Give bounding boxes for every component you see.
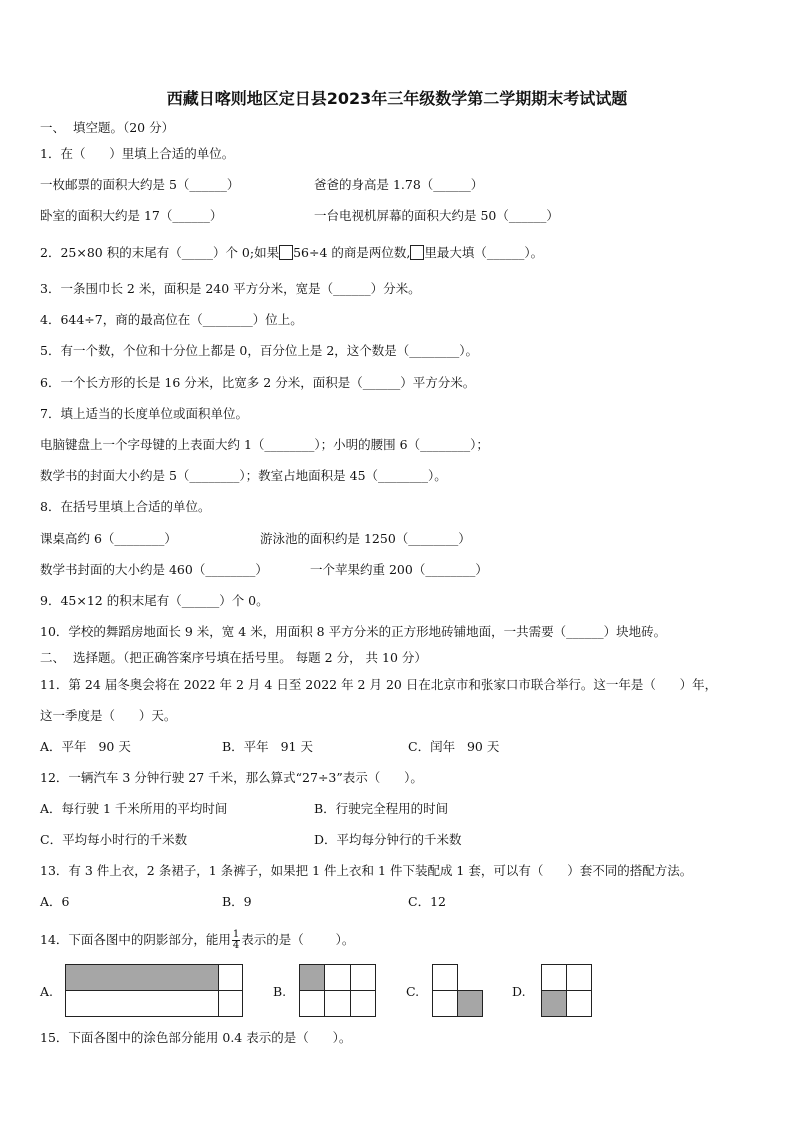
q7-line-1: 电脑键盘上一个字母键的上表面大约 1（________）；小明的腰围 6（________）； <box>40 437 489 452</box>
q14-fraction-numerator: 1 <box>232 929 240 940</box>
q14-figure-b[interactable] <box>299 964 377 1018</box>
q10: 10．学校的舞蹈房地面长 9 米，宽 4 米，用面积 8 平方分米的正方形地砖铺地面，一共需要（______）块地砖。 <box>40 624 667 639</box>
q14-figure-c-shaded-cell <box>458 991 483 1017</box>
q2 <box>40 245 543 261</box>
q14-stem-post: 表示的是（ ）。 <box>241 932 355 947</box>
q12-option-a: A．每行驶 1 千米所用的平均时间 <box>40 801 228 816</box>
q11-line-2: 这一季度是（ ）天。 <box>40 708 177 723</box>
q4: 4．644÷7，商的最高位在（________）位上。 <box>40 312 303 327</box>
q7-stem: 7．填上适当的长度单位或面积单位。 <box>40 406 248 421</box>
q14-label-c: C. <box>406 984 420 999</box>
q12-option-b: B．行驶完全程用的时间 <box>314 801 449 816</box>
q3: 3．一条围巾长 2 米，面积是 240 平方分米，宽是（______）分米。 <box>40 281 421 296</box>
q13-option-a: A．6 <box>40 894 70 909</box>
q1-item-c: 卧室的面积大约是 17（______） <box>40 208 223 223</box>
q14-figure-d-shaded-cell <box>542 991 567 1017</box>
q14-figure-d[interactable] <box>541 964 593 1018</box>
q6: 6．一个长方形的长是 16 分米，比宽多 2 分米，面积是（______）平方分米。 <box>40 375 476 390</box>
q1-item-a: 一枚邮票的面积大约是 5（______） <box>40 177 240 192</box>
q15: 15．下面各图中的涂色部分能用 0.4 表示的是（ ）。 <box>40 1030 352 1045</box>
q11-line-1: 11．第 24 届冬奥会将在 2022 年 2 月 4 日至 2022 年 2 月 20 日在北京市和张家口市联合举行。这一年是（ ）年， <box>40 677 718 692</box>
q12-option-d: D．平均每分钟行的千米数 <box>314 832 462 847</box>
q5: 5．有一个数，个位和十分位上都是 0，百分位上是 2，这个数是（________）。 <box>40 343 479 358</box>
q11-option-b: B．平年 91 天 <box>222 739 313 754</box>
q14-figure-a[interactable] <box>65 964 245 1018</box>
section-2-header: 二、 选择题。（把正确答案序号填在括号里。 每题 2 分， 共 10 分） <box>40 650 427 665</box>
q14-fraction-denominator: 4 <box>232 940 240 951</box>
q1-item-b: 爸爸的身高是 1.78（______） <box>314 177 484 192</box>
q14-label-a: A. <box>40 984 54 999</box>
q8-stem: 8．在括号里填上合适的单位。 <box>40 499 211 514</box>
q14-figure-c[interactable] <box>432 964 484 1018</box>
section-1-header: 一、 填空题。（20 分） <box>40 120 175 135</box>
q14-stem <box>40 930 354 951</box>
exam-title: 西藏日喀则地区定日县2023年三年级数学第二学期期末考试试题 <box>166 89 628 108</box>
q8-item-c: 数学书封面的大小约是 460（________） <box>40 562 268 577</box>
q1-stem: 1．在（ ）里填上合适的单位。 <box>40 146 235 161</box>
q2-part3: 里最大填（______）。 <box>424 245 544 260</box>
q1-item-d: 一台电视机屏幕的面积大约是 50（______） <box>314 208 559 223</box>
q14-fraction <box>232 930 240 951</box>
q14-stem-pre: 14．下面各图中的阴影部分，能用 <box>40 932 231 947</box>
q13-option-b: B．9 <box>222 894 252 909</box>
q8-item-a: 课桌高约 6（________） <box>40 531 177 546</box>
q13-option-c: C．12 <box>408 894 446 909</box>
q8-item-d: 一个苹果约重 200（________） <box>310 562 488 577</box>
q9: 9．45×12 的积末尾有（______）个 0。 <box>40 593 269 608</box>
q14-figure-a-shaded-cell <box>66 965 219 991</box>
q2-blank-box-2 <box>410 245 424 260</box>
q14-label-d: D. <box>512 984 526 999</box>
q11-option-a: A．平年 90 天 <box>40 739 131 754</box>
q8-item-b: 游泳池的面积约是 1250（________） <box>260 531 471 546</box>
q12-stem: 12．一辆汽车 3 分钟行驶 27 千米，那么算式“27÷3”表示（ ）。 <box>40 770 423 785</box>
q2-blank-box-1 <box>279 245 293 260</box>
q13-stem: 13．有 3 件上衣，2 条裙子，1 条裤子，如果把 1 件上衣和 1 件下装配成 1 套，可以有（ ）套不同的搭配方法。 <box>40 863 693 878</box>
q2-part2: 56÷4 的商是两位数, <box>293 245 411 260</box>
q14-figure-b-shaded-cell <box>300 965 325 991</box>
q11-option-c: C．闰年 90 天 <box>408 739 500 754</box>
q12-option-c: C．平均每小时行的千米数 <box>40 832 188 847</box>
q2-part1: 2．25×80 积的末尾有（_____）个 0;如果 <box>40 245 280 260</box>
q14-label-b: B. <box>273 984 287 999</box>
q7-line-2: 数学书的封面大小约是 5（________）；教室占地面积是 45（________）。 <box>40 468 447 483</box>
